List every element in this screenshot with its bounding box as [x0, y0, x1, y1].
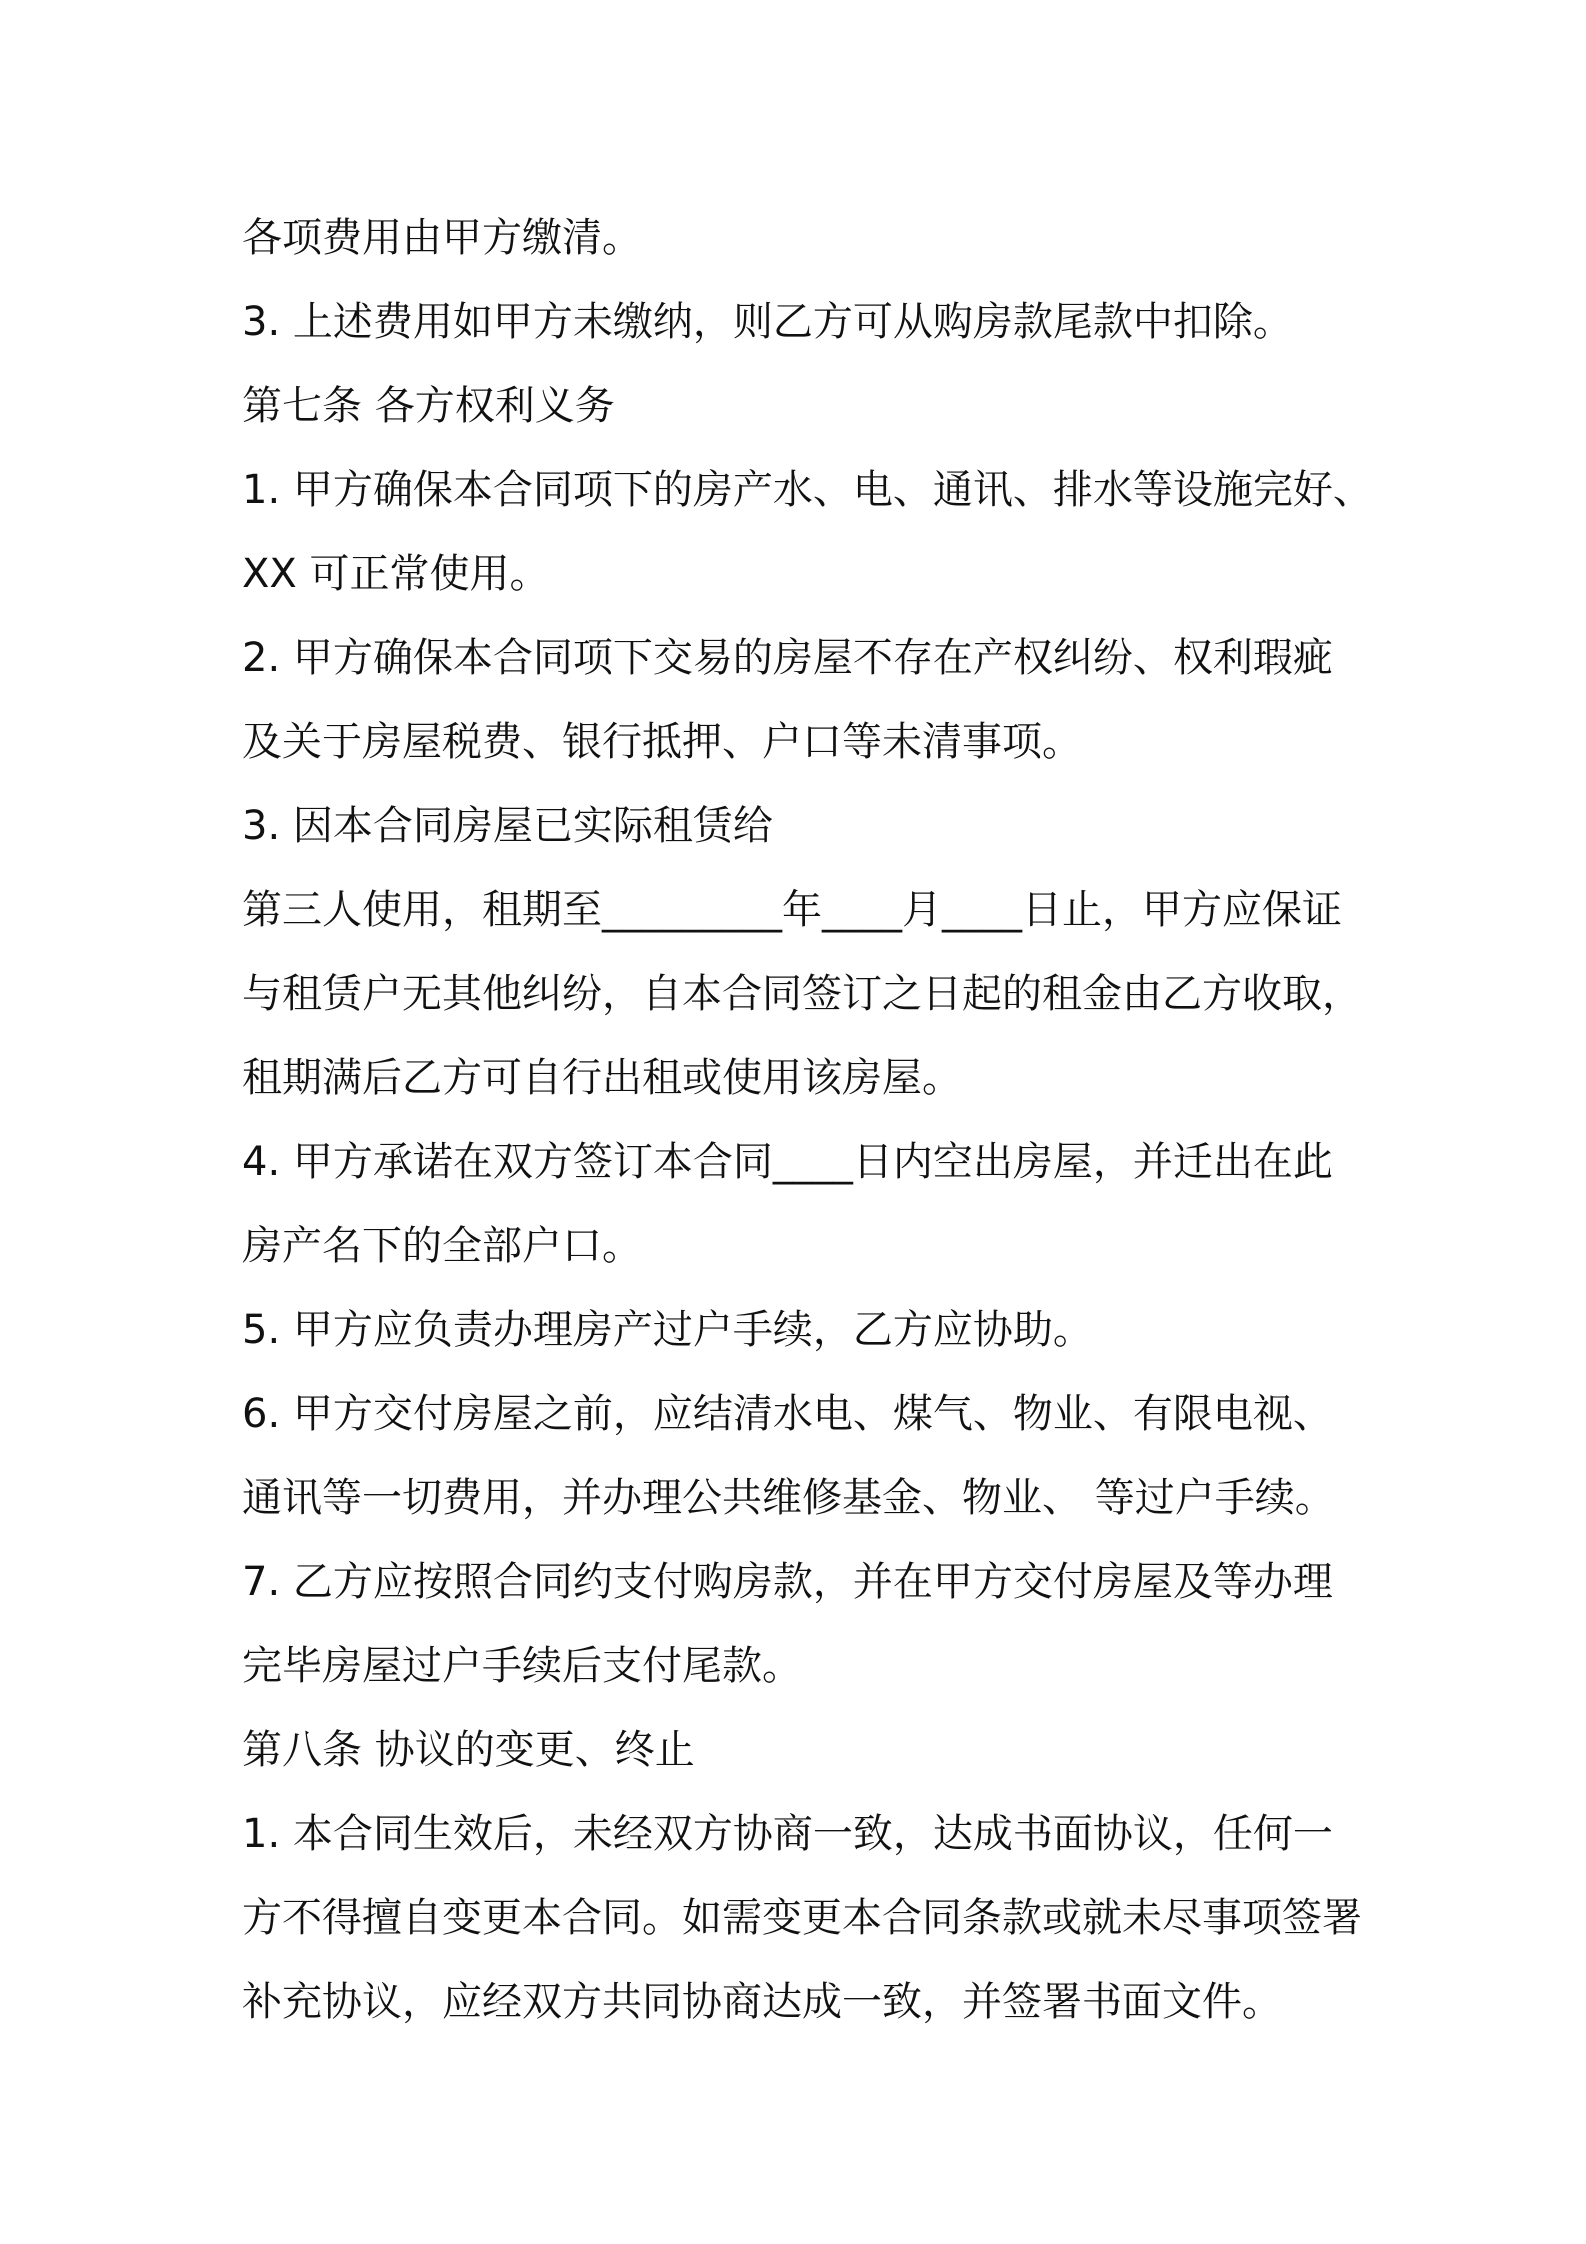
text-line: 第三人使用，租期至_________年____月____日止，甲方应保证 — [242, 887, 1342, 933]
section-heading: 第八条 协议的变更、终止 — [242, 1727, 695, 1773]
text-line: XX 可正常使用。 — [242, 551, 550, 597]
text-line: 1. 甲方确保本合同项下的房产水、电、通讯、排水等设施完好、 — [242, 467, 1373, 513]
text-line: 3. 上述费用如甲方未缴纳，则乙方可从购房款尾款中扣除。 — [242, 299, 1293, 345]
text-line: 租期满后乙方可自行出租或使用该房屋。 — [242, 1055, 962, 1101]
text-line: 方不得擅自变更本合同。如需变更本合同条款或就未尽事项签署 — [242, 1895, 1362, 1941]
text-line: 7. 乙方应按照合同约支付购房款，并在甲方交付房屋及等办理 — [242, 1559, 1333, 1605]
text-line: 完毕房屋过户手续后支付尾款。 — [242, 1643, 802, 1689]
text-line: 2. 甲方确保本合同项下交易的房屋不存在产权纠纷、权利瑕疵 — [242, 635, 1333, 681]
text-line: 各项费用由甲方缴清。 — [242, 215, 642, 261]
text-line: 6. 甲方交付房屋之前，应结清水电、煤气、物业、有限电视、 — [242, 1391, 1333, 1437]
text-line: 与租赁户无其他纠纷，自本合同签订之日起的租金由乙方收取， — [242, 971, 1362, 1017]
text-line: 4. 甲方承诺在双方签订本合同____日内空出房屋，并迁出在此 — [242, 1139, 1333, 1185]
text-line: 5. 甲方应负责办理房产过户手续，乙方应协助。 — [242, 1307, 1093, 1353]
text-line: 1. 本合同生效后，未经双方协商一致，达成书面协议，任何一 — [242, 1811, 1333, 1857]
document-body — [242, 196, 1372, 2044]
section-heading: 第七条 各方权利义务 — [242, 383, 615, 429]
text-line: 3. 因本合同房屋已实际租赁给 — [242, 803, 773, 849]
text-line: 及关于房屋税费、银行抵押、户口等未清事项。 — [242, 719, 1082, 765]
text-line: 房产名下的全部户口。 — [242, 1223, 642, 1269]
text-line: 补充协议，应经双方共同协商达成一致，并签署书面文件。 — [242, 1979, 1282, 2025]
text-line: 通讯等一切费用，并办理公共维修基金、物业、 等过户手续。 — [242, 1475, 1335, 1521]
